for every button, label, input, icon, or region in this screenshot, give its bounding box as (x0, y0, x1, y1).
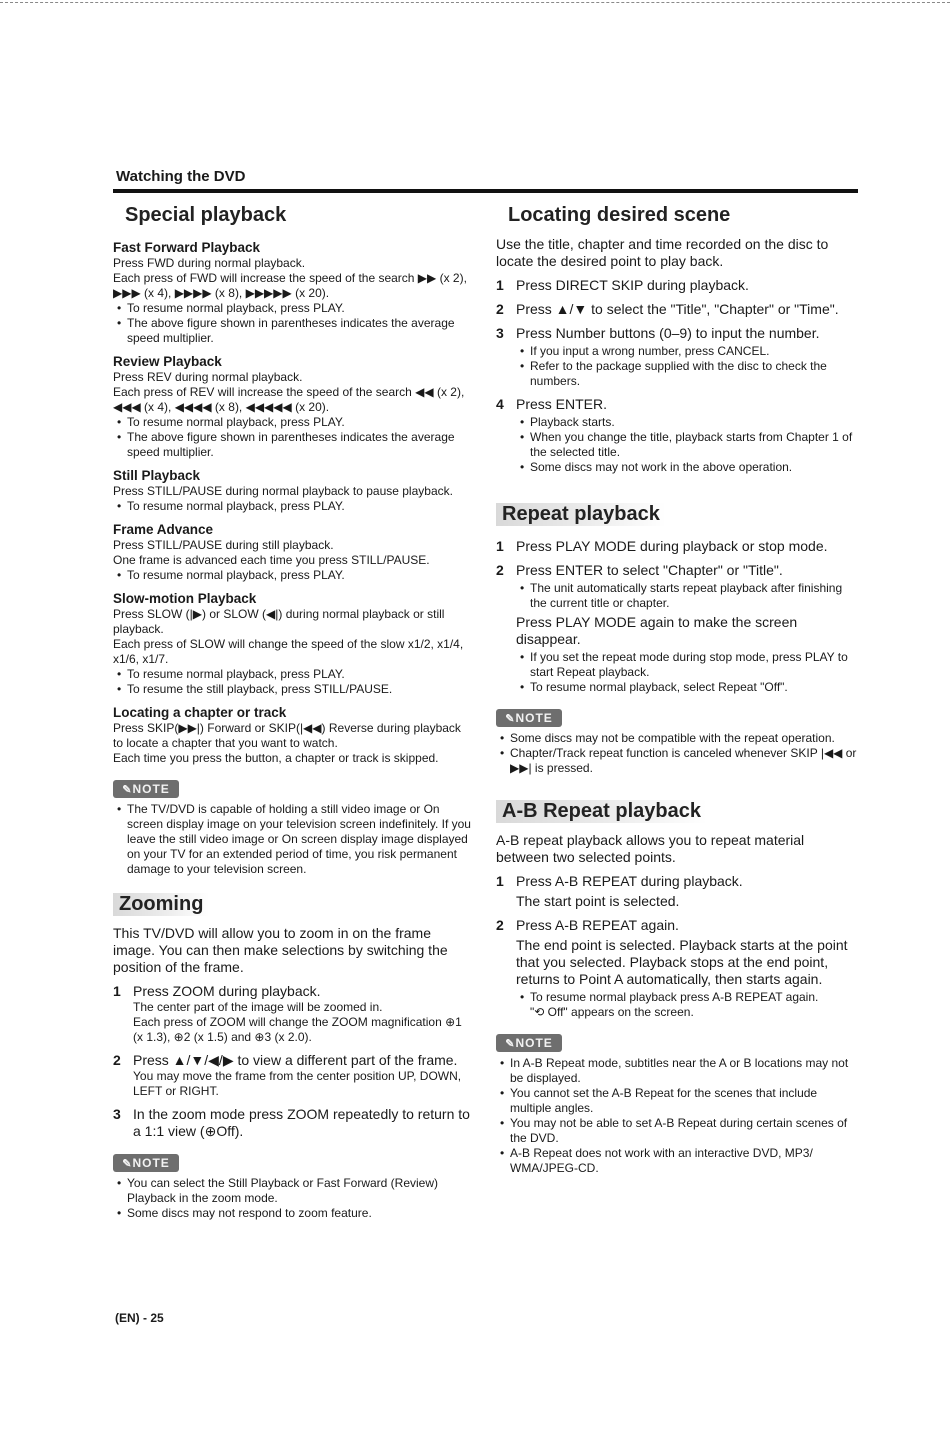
special-note-bullets (113, 802, 473, 877)
slow-bullets (113, 667, 473, 697)
step-number: 1 (113, 983, 121, 999)
step-text: Press DIRECT SKIP during playback. (516, 277, 749, 293)
bullet-item: • In A-B Repeat mode, subtitles near the A or B locations may not be displayed. (510, 1056, 858, 1086)
step-text: Press A-B REPEAT during playback. (516, 873, 743, 889)
step-number: 3 (496, 325, 504, 341)
off-indicator-text: "⟲ Off" appears on the screen. (530, 1005, 694, 1019)
step-number: 2 (496, 562, 504, 578)
bullet-item: • The TV/DVD is capable of holding a still video image or On screen display image on your television screen indefinitely. If you leave the still video image or On screen display image displayed on your TV for an extended period of time, you risk permanent damage to your television screen. (127, 802, 473, 877)
zoom-step (113, 1106, 473, 1140)
bullet-item: • Some discs may not be compatible with the repeat operation. (510, 731, 858, 746)
step-extra: The start point is selected. (516, 893, 680, 909)
locating-chapter-title: Locating a chapter or track (113, 705, 287, 720)
repeat-playback-heading: Repeat playback (496, 497, 858, 531)
review-bullets (113, 415, 473, 460)
frame-line: One frame is advanced each time you press STILL/PAUSE. (113, 553, 430, 567)
step-number: 1 (496, 873, 504, 889)
step-bullets (516, 650, 858, 695)
page-number: (EN) - 25 (115, 1311, 164, 1325)
header-rule (113, 189, 858, 193)
bullet-item: • To resume normal playback press A-B REPEAT again. (530, 990, 858, 1005)
step-bullets (516, 581, 858, 611)
zoom-note-bullets (113, 1176, 473, 1221)
bullet-item: • Refer to the package supplied with the disc to check the numbers. (530, 359, 858, 389)
step-text: Press ▲/▼/◀/▶ to view a different part of the frame. (133, 1052, 458, 1068)
bullet-item: • To resume normal playback, press PLAY. (127, 499, 473, 514)
locating-scene-heading: Locating desired scene (508, 203, 731, 226)
bullet-item: • To resume normal playback, press PLAY. (127, 301, 473, 316)
step-extra: The end point is selected. Playback starts at the point that you selected. Playback stops at the end point, returns to Point A automatically, then starts again. (516, 937, 848, 987)
note-icon: ✎ NOTE (496, 1034, 562, 1052)
bullet-item: • To resume normal playback, select Repeat "Off". (530, 680, 858, 695)
slow-motion-title: Slow-motion Playback (113, 591, 257, 606)
step-number: 3 (113, 1106, 121, 1122)
step-number: 2 (496, 917, 504, 933)
bullet-item: • You cannot set the A-B Repeat for the scenes that include multiple angles. (510, 1086, 858, 1116)
slow-line: Press SLOW (|▶) or SLOW (◀|) during normal playback or still playback. (113, 607, 445, 636)
step-number: 4 (496, 396, 504, 412)
bullet-item: • If you input a wrong number, press CANCEL. (530, 344, 858, 359)
step-bullets (516, 990, 858, 1005)
still-line: Press STILL/PAUSE during normal playback to pause playback. (113, 484, 453, 498)
bullet-item: • The above figure shown in parentheses indicates the average speed multiplier. (127, 316, 473, 346)
step-text: Press A-B REPEAT again. (516, 917, 679, 933)
step-extra: Press PLAY MODE again to make the screen disappear. (516, 614, 798, 647)
bullet-item: • You may not be able to set A-B Repeat during certain scenes of the DVD. (510, 1116, 858, 1146)
bullet-item: • Playback starts. (530, 415, 858, 430)
ab-step (496, 917, 858, 1020)
chapter-line: Each time you press the button, a chapter or track is skipped. (113, 751, 439, 765)
bullet-item: • Some discs may not work in the above operation. (530, 460, 858, 475)
section-header: Watching the DVD (116, 168, 246, 185)
bullet-item: • To resume normal playback, press PLAY. (127, 568, 473, 583)
zoom-step (113, 1052, 473, 1099)
step-text: Press ENTER. (516, 396, 608, 412)
bullet-item: • To resume the still playback, press STILL/PAUSE. (127, 682, 473, 697)
locating-step (496, 396, 858, 475)
bullet-item: • When you change the title, playback starts from Chapter 1 of the selected title. (530, 430, 858, 460)
slow-line: Each press of SLOW will change the speed of the slow x1/2, x1/4, x1/6, x1/7. (113, 637, 464, 666)
step-text: Press PLAY MODE during playback or stop mode. (516, 538, 828, 554)
frame-bullets (113, 568, 473, 583)
step-number: 2 (496, 301, 504, 317)
repeat-step (496, 538, 858, 555)
step-text: In the zoom mode press ZOOM repeatedly to return to a 1:1 view (⊕Off). (133, 1106, 470, 1139)
ab-intro: A-B repeat playback allows you to repeat material between two selected points. (496, 832, 805, 865)
step-detail: Each press of ZOOM will change the ZOOM magnification ⊕1 (x 1.3), ⊕2 (x 1.5) and ⊕3 (x 2.0). (133, 1015, 462, 1044)
note-icon: ✎ NOTE (496, 709, 562, 727)
step-number: 2 (113, 1052, 121, 1068)
left-column (113, 198, 473, 1221)
fast-forward-line: Each press of FWD will increase the speed of the search ▶▶ (x 2), ▶▶▶ (x 4), ▶▶▶▶ (x 8), ▶▶▶▶▶ (x 20). (113, 271, 467, 300)
step-number: 1 (496, 538, 504, 554)
bullet-item: • The above figure shown in parentheses indicates the average speed multiplier. (127, 430, 473, 460)
locating-step (496, 277, 858, 294)
note-icon: ✎ NOTE (113, 780, 179, 798)
step-bullets (516, 415, 858, 475)
bullet-item: • If you set the repeat mode during stop mode, press PLAY to start Repeat playback. (530, 650, 858, 680)
step-text: Press ENTER to select "Chapter" or "Title". (516, 562, 783, 578)
step-bullets (516, 344, 858, 389)
repeat-step (496, 562, 858, 695)
locating-intro: Use the title, chapter and time recorded on the disc to locate the desired point to play back. (496, 236, 829, 269)
bullet-item: • Some discs may not respond to zoom feature. (127, 1206, 473, 1221)
zooming-heading: Zooming (113, 887, 473, 921)
still-bullets (113, 499, 473, 514)
step-detail: The center part of the image will be zoomed in. (133, 1000, 383, 1014)
ab-repeat-heading: A-B Repeat playback (496, 794, 858, 828)
review-line: Press REV during normal playback. (113, 370, 303, 384)
chapter-line: Press SKIP(▶▶|) Forward or SKIP(|◀◀) Reverse during playback to locate a chapter that you want to watch. (113, 721, 461, 750)
fast-forward-title: Fast Forward Playback (113, 240, 261, 255)
locating-step (496, 325, 858, 389)
ab-step (496, 873, 858, 910)
zooming-intro: This TV/DVD will allow you to zoom in on the frame image. You can then make selections by switching the position of the frame. (113, 925, 448, 975)
repeat-note-bullets (496, 731, 858, 776)
still-title: Still Playback (113, 468, 201, 483)
bullet-item: • You can select the Still Playback or Fast Forward (Review) Playback in the zoom mode. (127, 1176, 473, 1206)
special-playback-heading: Special playback (125, 203, 287, 226)
step-number: 1 (496, 277, 504, 293)
step-detail: You may move the frame from the center position UP, DOWN, LEFT or RIGHT. (133, 1069, 462, 1098)
fast-forward-line: Press FWD during normal playback. (113, 256, 306, 270)
bullet-item: • A-B Repeat does not work with an interactive DVD, MP3/ WMA/JPEG-CD. (510, 1146, 858, 1176)
ab-note-bullets (496, 1056, 858, 1176)
step-text: Press ZOOM during playback. (133, 983, 321, 999)
bullet-item: • To resume normal playback, press PLAY. (127, 415, 473, 430)
bullet-item: • Chapter/Track repeat function is canceled whenever SKIP |◀◀ or ▶▶| is pressed. (510, 746, 858, 776)
right-column (496, 198, 858, 1176)
page-top-border (0, 2, 950, 3)
step-text: Press ▲/▼ to select the "Title", "Chapter" or "Time". (516, 301, 839, 317)
fast-forward-bullets (113, 301, 473, 346)
review-title: Review Playback (113, 354, 222, 369)
bullet-item: • To resume normal playback, press PLAY. (127, 667, 473, 682)
bullet-item: • The unit automatically starts repeat playback after finishing the current title or chapter. (530, 581, 858, 611)
zoom-step (113, 983, 473, 1045)
locating-step (496, 301, 858, 318)
frame-line: Press STILL/PAUSE during still playback. (113, 538, 334, 552)
step-text: Press Number buttons (0–9) to input the number. (516, 325, 820, 341)
note-icon: ✎ NOTE (113, 1154, 179, 1172)
review-line: Each press of REV will increase the speed of the search ◀◀ (x 2), ◀◀◀ (x 4), ◀◀◀◀ (x 8), ◀◀◀◀◀ (x 20). (113, 385, 465, 414)
frame-advance-title: Frame Advance (113, 522, 214, 537)
